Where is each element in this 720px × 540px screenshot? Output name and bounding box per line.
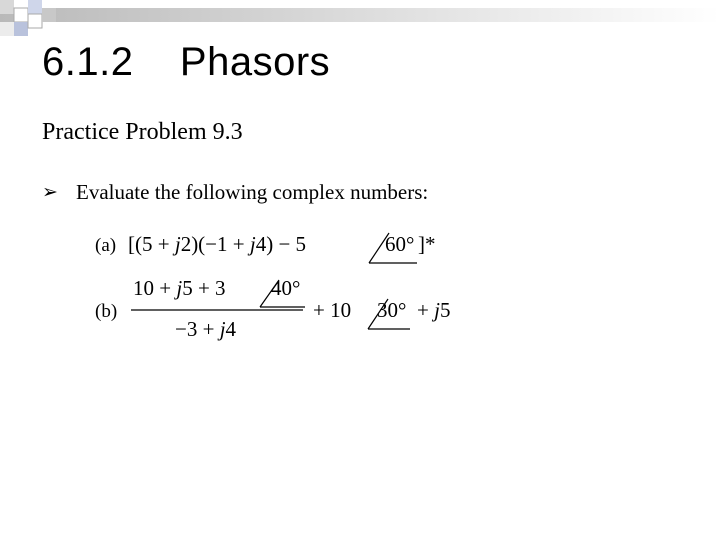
problem-b-angle2: 30° <box>377 298 407 322</box>
problem-equations <box>95 225 495 350</box>
bullet-item <box>42 178 428 206</box>
problem-b-label: (b) <box>95 301 118 322</box>
slide-title: 6.1.2 Phasors <box>42 40 331 84</box>
problem-a-end: ]* <box>418 232 436 256</box>
problem-a-expr: [(5 + j2)(−1 + j4) − 5 <box>128 232 307 256</box>
problem-a-label: (a) <box>95 235 117 256</box>
problem-b-tail: + j5 <box>417 298 451 322</box>
bullet-text: Evaluate the following complex numbers: <box>76 180 429 204</box>
problem-a-angle: 60° <box>385 232 415 256</box>
problem-b-denominator: −3 + j4 <box>175 317 237 341</box>
arrow-bullet-icon: ➢ <box>42 181 58 203</box>
slide-subtitle: Practice Problem 9.3 <box>42 119 243 145</box>
problem-b-term: + 10 <box>313 298 352 322</box>
problem-b-numerator: 10 + j5 + 3 <box>133 276 226 300</box>
problem-b-num-angle: 40° <box>271 276 301 300</box>
